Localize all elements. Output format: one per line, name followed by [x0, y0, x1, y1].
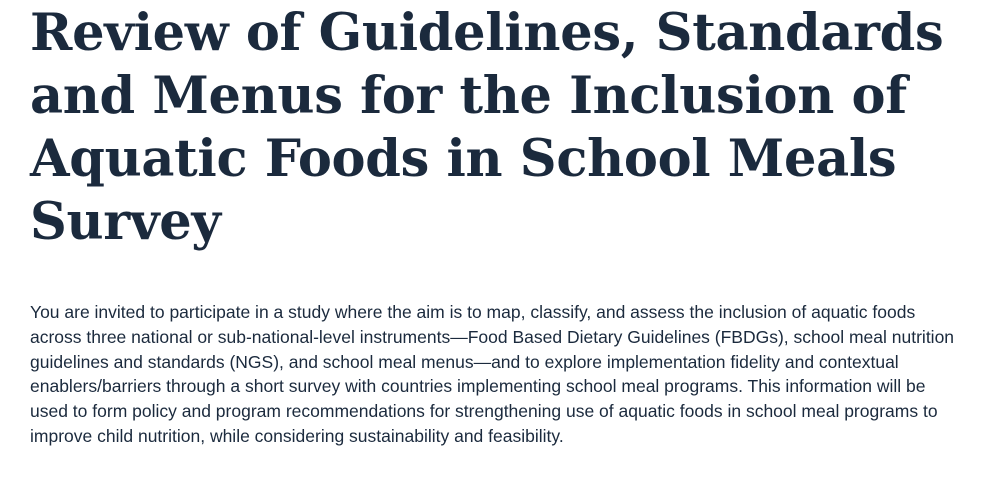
- survey-intro: [30, 0, 966, 446]
- survey-description: You are invited to participate in a study where the aim is to map, classify, and assess the inclusion of aquatic foods across three national or sub-national-level instruments—Food Based Dietary Guidelines (FBDGs), school meal nutrition guidelines and standards (NGS), and school meal menus—and to explore implementation fidelity and contextual enablers/barriers through a short survey with countries implementing school meal programs. This information will be used to form policy and program recommendations for strengthening use of aquatic foods in school meal programs to improve child nutrition, while considering sustainability and feasibility.: [30, 302, 955, 446]
- page-title: Review of Guidelines, Standards and Menus for the Inclusion of Aquatic Foods in School Meals Survey: [30, 3, 944, 252]
